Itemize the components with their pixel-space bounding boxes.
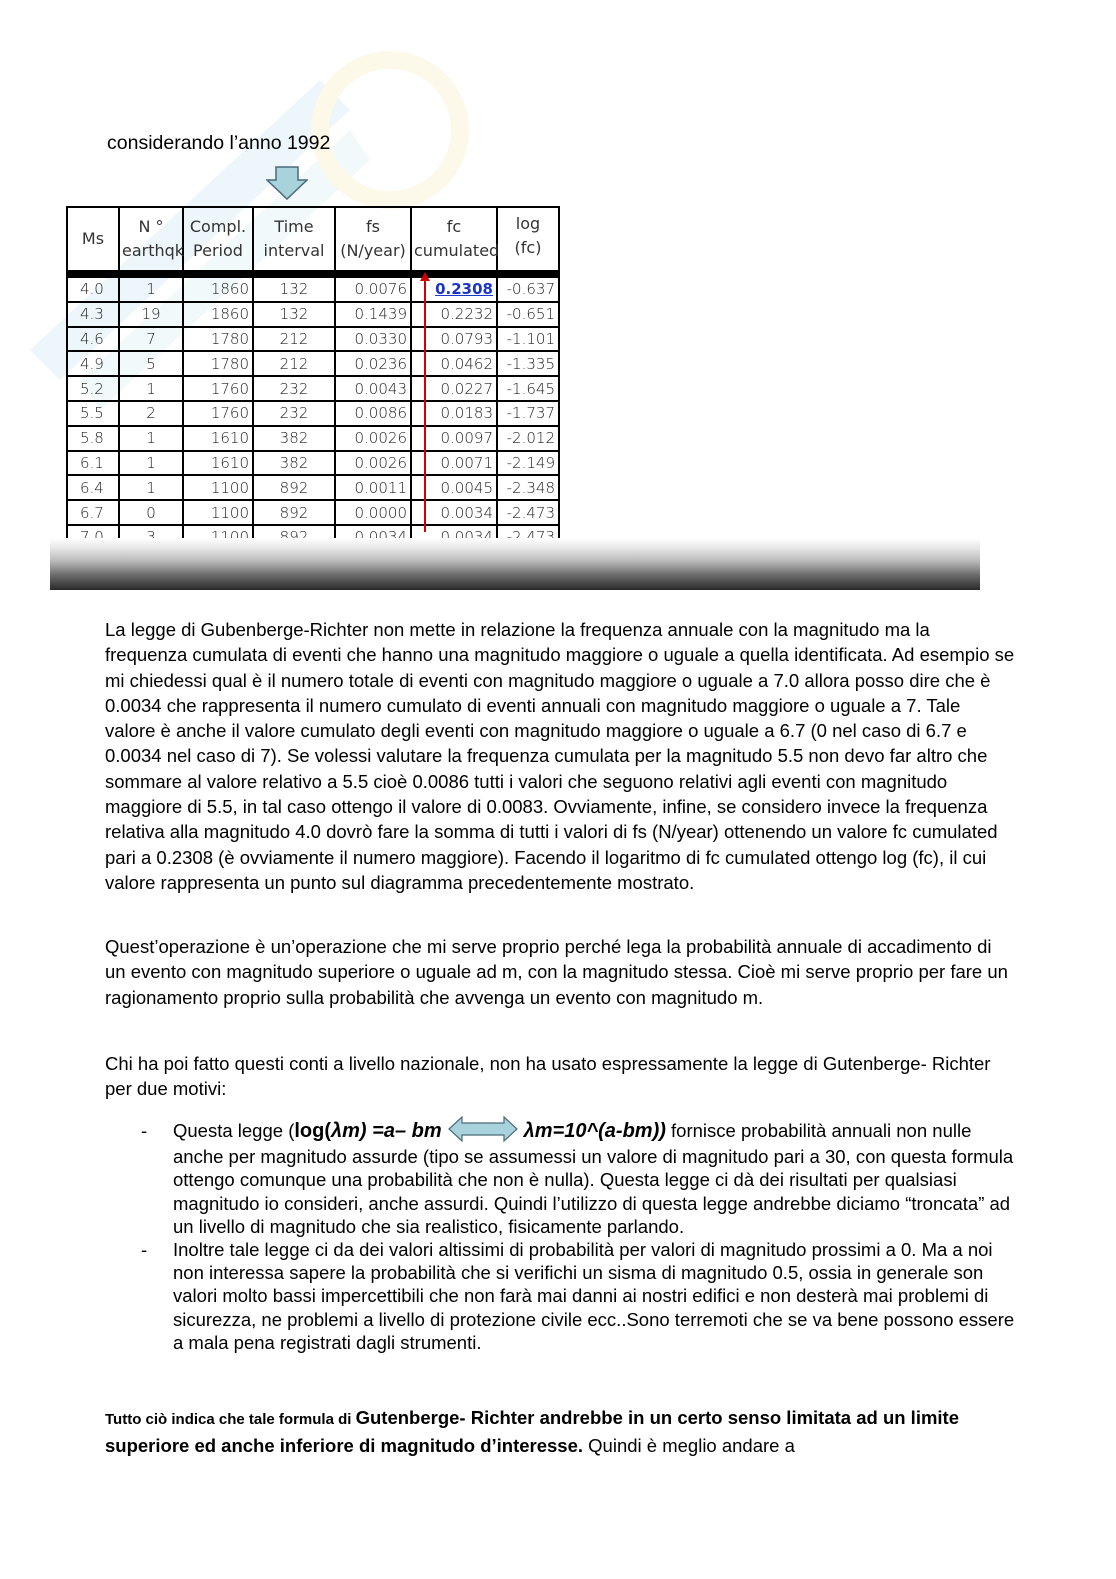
table-cell: 0.0034 (411, 500, 497, 525)
table-cell: 1100 (183, 475, 253, 500)
table-cell: 0.2308 (411, 277, 497, 302)
header-fc-cumulated: fc cumulated (411, 207, 497, 271)
bullet-dash: - (141, 1120, 148, 1141)
table-row (67, 277, 559, 302)
table-row (67, 302, 559, 327)
table-cell: -0.651 (497, 302, 559, 327)
header-n-earthqk: N ° earthqk (119, 207, 183, 271)
header-time-interval: Time interval (253, 207, 335, 271)
table-cell: 1 (119, 277, 183, 302)
table-cell: 7 (119, 327, 183, 352)
table-row (67, 426, 559, 451)
table-row (67, 475, 559, 500)
closing-lead: Tutto ciò indica che tale formula di (105, 1411, 356, 1428)
table-row (67, 327, 559, 352)
double-arrow-icon (448, 1116, 518, 1142)
table-cell: 1100 (183, 500, 253, 525)
table-cell: 212 (253, 351, 335, 376)
table-cell: 1 (119, 376, 183, 401)
closing-bold: Gutenberge- Richter andrebbe in un certo senso limitata ad un limite superiore ed anche inferiore di magnitudo d’interesse. (105, 1407, 960, 1456)
header-fs: fs (N/year) (335, 207, 411, 271)
table-cell: -1.101 (497, 327, 559, 352)
table-cell: 892 (253, 475, 335, 500)
table-cell: 6.7 (67, 500, 119, 525)
table-cell: 232 (253, 401, 335, 426)
table-row (67, 401, 559, 426)
header-compl-period: Compl. Period (183, 207, 253, 271)
gradient-divider (50, 538, 980, 590)
table-caption: considerando l’anno 1992 (107, 132, 331, 154)
table-cell: 5.2 (67, 376, 119, 401)
table-cell: 1860 (183, 302, 253, 327)
table-cell: 212 (253, 327, 335, 352)
table-cell: 0.0076 (335, 277, 411, 302)
table-cell: 132 (253, 277, 335, 302)
table-row (67, 351, 559, 376)
table-cell: 6.4 (67, 475, 119, 500)
table-cell: -2.473 (497, 500, 559, 525)
table-cell: 1860 (183, 277, 253, 302)
table-cell: 1780 (183, 351, 253, 376)
paragraph-2: Quest’operazione è un’operazione che mi serve proprio perché lega la probabilità annuale di accadimento di un evento con magnitudo superiore o uguale ad m, con la magnitudo stessa. Cioè mi serve proprio per fare un ragionamento proprio sulla probabilità che avvenga un evento con magnitudo m. (105, 936, 1008, 1008)
table-cell: 0.0236 (335, 351, 411, 376)
table-cell: 0.0086 (335, 401, 411, 426)
table-cell: 0.0043 (335, 376, 411, 401)
table-cell: 1 (119, 451, 183, 476)
table-cell: 0.0026 (335, 426, 411, 451)
table-cell: 4.6 (67, 327, 119, 352)
table-cell: 0.0071 (411, 451, 497, 476)
formula-left: log(λm) =a– bm (294, 1120, 442, 1142)
table-cell: 0.0000 (335, 500, 411, 525)
bullet-item-1 (105, 1119, 1015, 1238)
table-cell: 1610 (183, 426, 253, 451)
table-cell: 382 (253, 451, 335, 476)
table-cell: 4.3 (67, 302, 119, 327)
table-row (67, 500, 559, 525)
table-cell: 1760 (183, 401, 253, 426)
table-cell: 0.0330 (335, 327, 411, 352)
table-cell: 132 (253, 302, 335, 327)
bullet-dash: - (141, 1238, 148, 1260)
bullet-2-text: Inoltre tale legge ci da dei valori altissimi di probabilità per valori di magnitudo prossimi a 0. Ma a noi non interessa sapere la probabilità che si verifichi un sisma di magnitudo 0.5, ossia in generale son valori molto bassi impercettibili che non farà mai danni ai nostri edifici e non desterà mai problemi di sicurezza, ne problemi a livello di protezione civile ecc..Sono terremoti che se va bene possono essere a mala pena registrati dagli strumenti. (173, 1238, 1015, 1353)
table-cell: 0.1439 (335, 302, 411, 327)
formula-right: λm=10^(a-bm)) (523, 1120, 666, 1142)
table-cell: 1 (119, 475, 183, 500)
table-cell: -1.737 (497, 401, 559, 426)
table-cell: 1610 (183, 451, 253, 476)
table-cell: -2.149 (497, 451, 559, 476)
header-log-fc: log (fc) (497, 207, 559, 271)
table-header-row (67, 207, 559, 271)
table-row (67, 376, 559, 401)
table-cell: 4.0 (67, 277, 119, 302)
table-cell: 0.0793 (411, 327, 497, 352)
header-ms: Ms (67, 207, 119, 271)
table-cell: 0.0097 (411, 426, 497, 451)
bullet-1-text: fornisce probabilità annuali non nulle anche per magnitudo assurde (tipo se assumessi un valore di magnitudo pari a 30, con questa formula ottengo comunque una probabilità che non è nulla). Questa legge ci dà dei risultati per qualsiasi magnitudo io consideri, anche assurdi. Quindi l’utilizzo di questa legge andrebbe diciamo “troncata” ad un livello di magnitudo che sia realistico, fisicamente parlando. (173, 1120, 1014, 1237)
bullet-item-2 (105, 1238, 1015, 1354)
table-cell: 6.1 (67, 451, 119, 476)
table-cell: 892 (253, 500, 335, 525)
table-cell: 0.0183 (411, 401, 497, 426)
table-cell: -2.348 (497, 475, 559, 500)
table-cell: 232 (253, 376, 335, 401)
table-cell: 1 (119, 426, 183, 451)
bullet-1-intro: Questa legge ( (173, 1120, 295, 1141)
table-cell: 0.0011 (335, 475, 411, 500)
table-row (67, 451, 559, 476)
table-cell: 1780 (183, 327, 253, 352)
red-arrow-line (424, 278, 426, 532)
table-cell: 1760 (183, 376, 253, 401)
table-cell: -1.335 (497, 351, 559, 376)
table-cell: 4.9 (67, 351, 119, 376)
table-cell: 0.0026 (335, 451, 411, 476)
paragraph-3: Chi ha poi fatto questi conti a livello nazionale, non ha usato espressamente la legge di Gutenberge- Richter per due motivi: (105, 1053, 991, 1100)
paragraph-1: La legge di Gubenberge-Richter non mette in relazione la frequenza annuale con la magnitudo ma la frequenza cumulata di eventi che hanno una magnitudo maggiore o uguale a quella identificata. Ad esempio se mi chiedessi qual è il numero totale di eventi con magnitudo maggiore o uguale a 7.0 allora posso dire che è 0.0034 che rappresenta il numero cumulato di eventi annuali con magnitudo maggiore o uguale a 7. Tale valore è anche il valore cumulato degli eventi con magnitudo maggiore o uguale a 6.7 (0 nel caso di 6.7 e 0.0034 nel caso di 7). Se volessi valutare la frequenza cumulata per la magnitudo 5.5 non devo far altro che sommare al valore relativo a 5.5 cioè 0.0086 tutti i valori che seguono relativi agli eventi con magnitudo maggiore di 5.5, in tal caso ottengo il valore di 0.0083. Ovviamente, infine, se considero invece la frequenza relativa alla magnitudo 4.0 dovrò fare la somma di tutti i valori di fs (N/year) ottenendo un valore fc cumulated pari a 0.2308 (è ovviamente il numero maggiore). Facendo il logaritmo di fc cumulated ottengo log (fc), il cui valore rappresenta un punto sul diagramma precedentemente mostrato. (105, 619, 1015, 893)
table-cell: 0.2232 (411, 302, 497, 327)
closing-paragraph (105, 1405, 1015, 1459)
table-cell: 382 (253, 426, 335, 451)
table-cell: -0.637 (497, 277, 559, 302)
table-cell: 0.0227 (411, 376, 497, 401)
table-cell: 0.0045 (411, 475, 497, 500)
table-cell: 19 (119, 302, 183, 327)
bullet-list (105, 1119, 1015, 1354)
table-cell: -1.645 (497, 376, 559, 401)
table-cell: 0 (119, 500, 183, 525)
table-cell: 5 (119, 351, 183, 376)
table-cell: 0.0462 (411, 351, 497, 376)
seismic-table (66, 206, 558, 557)
table-cell: 5.8 (67, 426, 119, 451)
down-arrow-icon (266, 166, 308, 200)
table-cell: 5.5 (67, 401, 119, 426)
table-cell: -2.012 (497, 426, 559, 451)
closing-normal: Quindi è meglio andare a (583, 1435, 795, 1456)
table-cell: 2 (119, 401, 183, 426)
